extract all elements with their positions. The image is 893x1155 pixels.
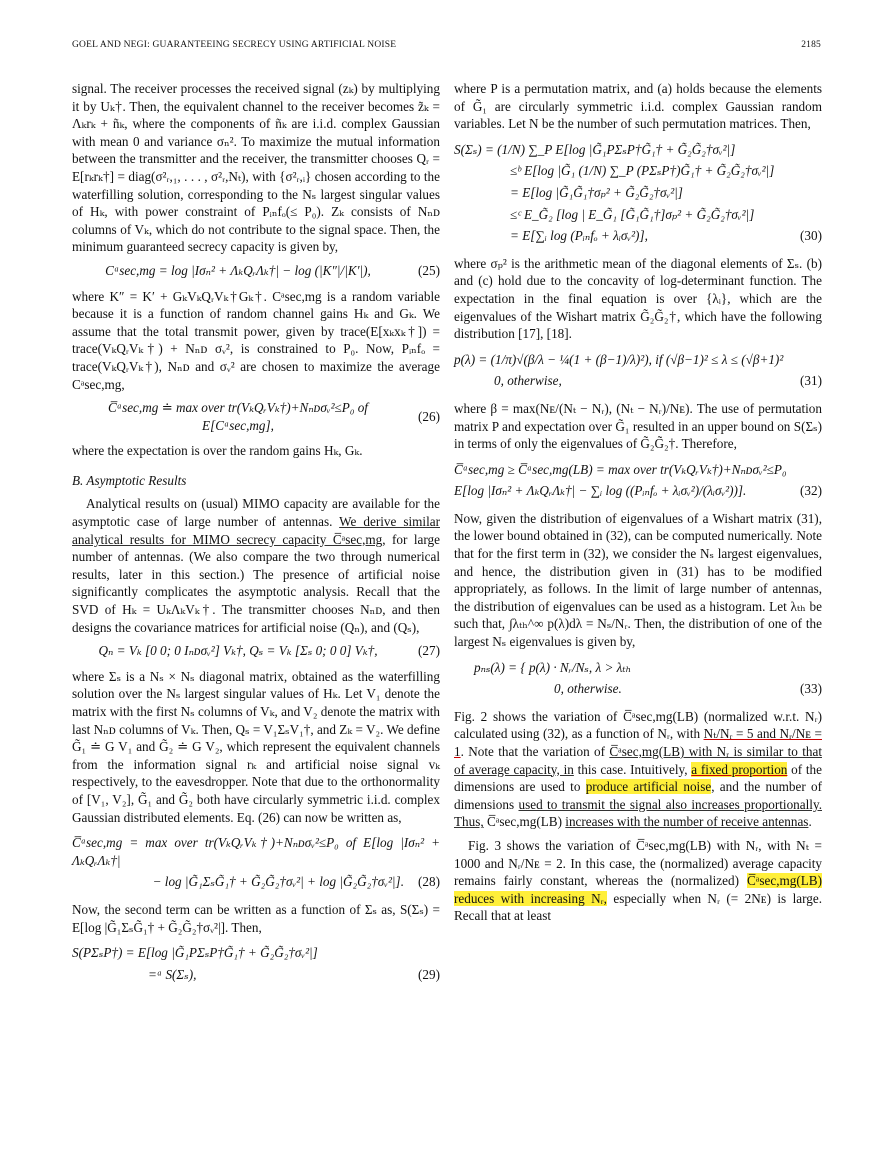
underlined-text: C̅ᵃsec,mg(LB) with Nᵣ is similar to that of average capacity, in <box>454 744 822 777</box>
subsection-heading: B. Asymptotic Results <box>72 472 187 488</box>
equation-line: = E[∑ᵢ log (Pᵢₙfₒ + λᵢσᵥ²)], <box>510 228 648 244</box>
equation-line: S(Σₛ) = (1/N) ∑_P E[log |G̃₁PΣₛP†G̃₁† + G̃₂G̃₂†σᵥ²|] <box>454 141 736 157</box>
equation-number: (26) <box>418 408 440 424</box>
equation-number: (28) <box>418 874 440 890</box>
equation-25 <box>72 262 440 280</box>
equation-number: (30) <box>800 228 822 244</box>
equation-line: E[log |Iσₙ² + ΛₖQᵣΛₖ†| − ∑ᵢ log ((Pᵢₙfₒ + λᵢσᵥ²)/(λᵢσᵥ²))]. <box>454 483 747 499</box>
highlighted-text: C̅ᵃsec,mg(LB) reduces with increasing Nᵣ, <box>454 873 822 906</box>
underlined-text: Nₜ/Nᵣ = 5 and Nᵣ/Nᴇ = 1 <box>454 726 822 759</box>
equation-number: (32) <box>800 483 822 499</box>
underlined-text: We derive similar analytical results for MIMO secrecy capacity C̅ᵃsec,mg, <box>72 514 440 547</box>
equation-26 <box>72 399 440 434</box>
equation-body: Qₙ = Vₖ [0 0; 0 Iₙᴅσᵥ²] Vₖ†, Qₛ = Vₖ [Σₛ 0; 0 0] Vₖ†, <box>98 643 378 659</box>
equation-line: − log |G̃₁ΣₛG̃₁† + G̃₂G̃₂†σᵥ²| + log |G̃₂G̃₂†σᵥ²|]. <box>152 874 404 890</box>
equation-number: (29) <box>418 966 440 982</box>
text-span: Fig. 2 shows the variation of C̅ᵃsec,mg(LB) (normalized w.r.t. Nᵣ) calculated using (32), as a function of Nᵣ, with <box>454 708 822 742</box>
underlined-text: increases with the number of receive antennas <box>565 814 809 830</box>
equation-body: Cᵃsec,mg = log |Iσₙ² + ΛₖQᵣΛₖ†| − log (|K″|/|K′|), <box>105 262 371 278</box>
equation-30 <box>454 139 822 247</box>
running-title: GOEL AND NEGI: GUARANTEEING SECRECY USING ARTIFICIAL NOISE <box>72 40 397 50</box>
paragraph <box>454 708 822 831</box>
paragraph: where the expectation is over the random gains Hₖ, Gₖ. <box>72 443 363 459</box>
equation-line: ≤ᵇ E[log |G̃₁ (1/N) ∑_P (PΣₛP†)G̃₁† + G̃₂G̃₂†σᵥ²|] <box>510 163 775 179</box>
paragraph: where β = max(Nᴇ/(Nₜ − Nᵣ), (Nₜ − Nᵣ)/Nᴇ). The use of permutation matrix P and expectation over G̃₁ resulted in an upper bound on S(Σₛ) in terms of only the eigenvalues of G̃₂G̃₂†. Therefore, <box>454 400 822 452</box>
equation-33 <box>454 657 822 700</box>
equation-number: (27) <box>418 643 440 659</box>
equation-27 <box>72 642 440 660</box>
equation-number: (31) <box>800 373 822 389</box>
equation-line: 0, otherwise. <box>554 681 622 697</box>
equation-body: C̅ᵃsec,mg ≐ max over tr(VₖQᵣVₖ†)+Nₙᴅσᵥ²≤P₀ of E[Cᵃsec,mg], <box>108 400 368 433</box>
equation-line: = E[log |G̃₁G̃₁†σₚ² + G̃₂G̃₂†σᵥ²|] <box>510 184 683 200</box>
highlighted-text: a fixed proportion <box>691 761 788 777</box>
page-number: 2185 <box>801 40 821 50</box>
text-span: for large number of antennas. (We also compare the two through numerical results, later in this section.) The presence of artificial noise significantly complicates the asymptotic analysis. Recall that the SVD of Hₖ = UₖΛₖVₖ†. The transmitter chooses Nₙᴅ, and then designs the covariance matrices for artificial noise (Qₙ), and (Qₛ), <box>72 531 441 635</box>
underlined-text: used to transmit the signal also increases proportionally. Thus, <box>454 796 822 830</box>
paragraph <box>72 495 440 636</box>
equation-line: S(PΣₛP†) = E[log |G̃₁PΣₛP†G̃₁† + G̃₂G̃₂†σᵥ²|] <box>72 945 318 961</box>
paragraph: Now, the second term can be written as a function of Σₛ as, S(Σₛ) = E[log |G̃₁ΣₛG̃₁† + G̃₂G̃₂†σᵥ²|]. Then, <box>72 901 440 935</box>
highlighted-text: produce artificial noise <box>585 779 712 795</box>
paragraph: where K″ = K′ + GₖVₖQᵣVₖ†Gₖ†. Cᵃsec,mg is a random variable because it is a function of random channel gains Hₖ and Gₖ. We assume that the total transmit power, given by trace(E[xₖxₖ†]) = trace(VₖQᵣVₖ†) + Nₙᴅ σᵥ², is constrained to P₀. Now, Pᵢₙfₒ = trace(VₖQᵣVₖ†), Nₙᴅ and σᵥ² are chosen to maximize the average Cᵃsec,mg, <box>72 288 440 392</box>
equation-31 <box>454 349 822 392</box>
paragraph: where Σₛ is a Nₛ × Nₛ diagonal matrix, obtained as the waterfilling solution over the Nₛ largest singular values of Hₖ. Let V₁ denote the matrix with the first Nₛ columns of Vₖ, and V₂ denote the matrix with last Nₙᴅ columns of Vₖ. Then, Qₛ = V₁ΣₛV₁†, and Zₖ = V₂. We define G̃₁ ≐ G V₁ and G̃₂ ≐ G V₂, which represent the equivalent channels from the information signal rₖ and artificial noise signal vₖ respectively, to the eavesdropper. Note that due to the orthonormality of [V₁, V₂], G̃₁ and G̃₂ both have circularly symmetric i.i.d. complex Gaussian distributed elements. Eq. (26) can now be written as, <box>72 668 440 825</box>
paragraph: signal. The receiver processes the received signal (zₖ) by multiplying it by Uₖ†. Then, the equivalent channel to the receiver becomes z̃ₖ = Λₖrₖ + ñₖ, where the components of ñₖ are i.i.d. complex Gaussian with mean 0 and variance σₙ². To maximize the mutual information between the transmitter and the receiver, the transmitter chooses Qᵣ = E[rₖrₖ†] = diag(σ²ᵣ,₁, . . . , σ²ᵣ,Nₜ), with {σ²ᵣ,ᵢ} chosen according to the waterfilling solution, corresponding to the Nₛ largest singular values of Hₖ, with power constraint of Pᵢₙfₒ(≤ P₀). Zₖ consists of Nₙᴅ columns of Vₖ, which do not contribute to the signal space. Then, the minimum guaranteed secrecy capacity is given by, <box>72 81 440 255</box>
text-span: Fig. 3 shows the variation of C̅ᵃsec,mg(LB) with Nᵣ, with Nₜ = 1000 and Nᵣ/Nᴇ = 2. In this case, the (normalized) average capacity remains fairly constant, whereas the (normalized) <box>454 837 822 889</box>
text-span: . <box>808 814 812 830</box>
running-header <box>72 40 821 56</box>
text-span: this case. Intuitively, <box>573 761 692 777</box>
text-span: C̅ᵃsec,mg(LB) <box>483 814 566 830</box>
text-span: of the dimensions are used to <box>454 761 822 795</box>
paragraph: where σₚ² is the arithmetic mean of the diagonal elements of Σₛ. (b) and (c) hold due to the concavity of log-determinant function. The expectation in the final equation is over {λᵢ}, which are the eigenvalues of the Wishart matrix G̃₂G̃₂†, which have the following distribution [17], [18]. <box>454 255 822 342</box>
paragraph <box>454 837 822 925</box>
equation-29 <box>72 942 440 985</box>
equation-line: p(λ) = (1/π)√(β/λ − ¼(1 + (β−1)/λ)²), if (√β−1)² ≤ λ ≤ (√β+1)² <box>454 351 784 367</box>
text-span: . Note that the variation of <box>460 744 610 759</box>
paragraph: where P is a permutation matrix, and (a) holds because the elements of G̃₁ are circularly symmetric i.i.d. complex Gaussian random variables. Let N be the number of such permutation matrices. Then, <box>454 81 822 132</box>
text-span: Analytical results on (usual) MIMO capacity are available for the asymptotic case of large number of antennas. <box>72 496 440 530</box>
text-span: especially when Nᵣ (= 2Nᴇ) is large. Recall that at least <box>454 890 822 924</box>
equation-28 <box>72 832 440 893</box>
paragraph: Now, given the distribution of eigenvalues of a Wishart matrix (31), the lower bound obtained in (32), can be computed numerically. Note that for the first term in (32), we consider the Nₛ largest eigenvalues, and hence, the distribution given in (31) has to be modified appropriately, as follows. In the limit of large number of antennas, the distribution of eigenvalues can be used as a histogram. Let λₜₕ be such that, ∫λₜₕ^∞ p(λ)dλ = Nₛ/Nᵣ. Then, the distribution of one of the largest Nₛ eigenvalues is given by, <box>454 510 822 650</box>
equation-line: =ᵃ S(Σₛ), <box>148 966 197 982</box>
text-span: , and the number of dimensions <box>454 779 822 812</box>
equation-number: (25) <box>418 262 440 278</box>
equation-32 <box>454 459 822 502</box>
equation-line: 0, otherwise, <box>494 373 562 389</box>
left-column <box>72 80 440 993</box>
equation-line: C̅ᵃsec,mg = max over tr(VₖQᵣVₖ†)+Nₙᴅσᵥ²≤P₀ of E[log |Iσₙ² + ΛₖQᵣΛₖ†| <box>72 835 440 868</box>
equation-line: pₙₛ(λ) = { p(λ) · Nᵣ/Nₛ, λ > λₜₕ <box>474 659 632 675</box>
equation-number: (33) <box>800 681 822 697</box>
equation-line: C̅ᵃsec,mg ≥ C̅ᵃsec,mg(LB) = max over tr(VₖQᵣVₖ†)+Nₙᴅσᵥ²≤P₀ <box>454 461 787 477</box>
right-column <box>454 80 822 931</box>
equation-line: ≤ᶜ E_G̃₂ [log | E_G̃₁ [G̃₁G̃₁†]σₚ² + G̃₂G̃₂†σᵥ²|] <box>510 206 755 222</box>
